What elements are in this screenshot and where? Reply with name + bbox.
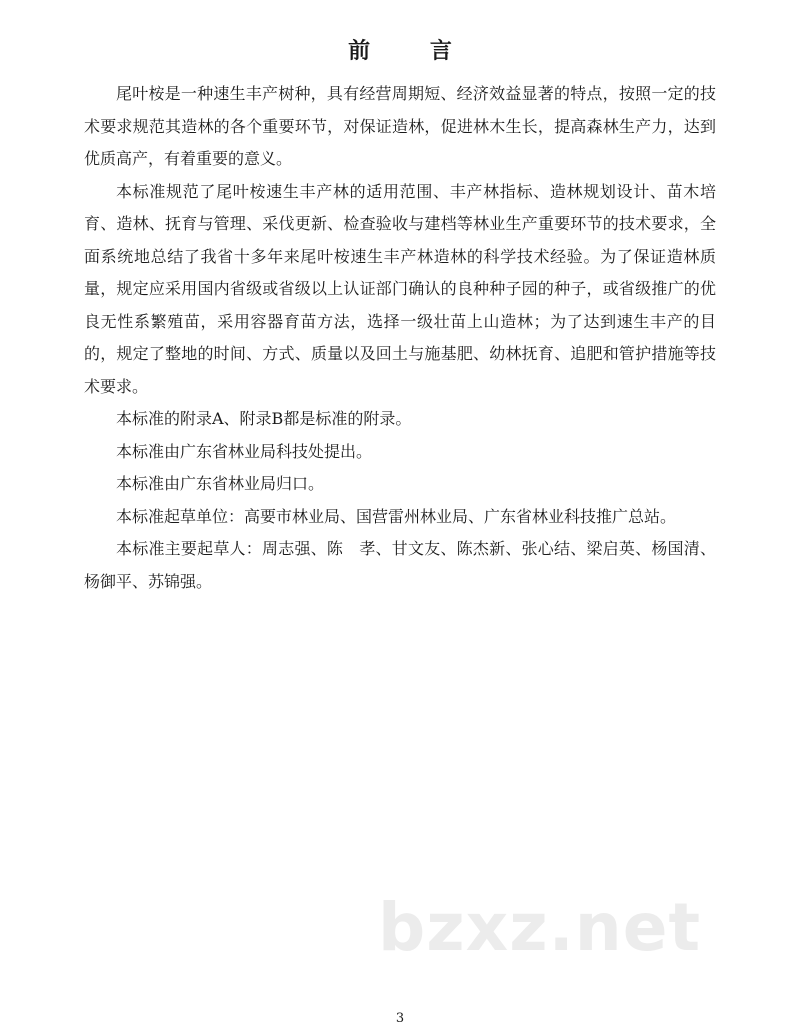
paragraph-scope: 本标准规范了尾叶桉速生丰产林的适用范围、丰产林指标、造林规划设计、苗木培育、造林、抚育与管理、采伐更新、检查验收与建档等林业生产重要环节的技术要求，全面系统地总结了我省十多年来尾叶桉速生丰产林造林的科学技术经验。为了保证造林质量，规定应采用国内省级或省级以上认证部门确认的良种种子园的种子，或省级推广的优良无性系繁殖苗，采用容器育苗方法，选择一级壮苗上山造林；为了达到速生丰产的目的，规定了整地的时间、方式、质量以及回土与施基肥、幼林抚育、追肥和管护措施等技术要求。 [84, 181, 716, 396]
paragraph-intro: 尾叶桉是一种速生丰产树种，具有经营周期短、经济效益显著的特点，按照一定的技术要求规范其造林的各个重要环节，对保证造林，促进林木生长，提高森林生产力，达到优质高产，有着重要的意义。 [84, 84, 716, 168]
page-title: 前 言 [348, 38, 478, 64]
paragraph-drafters: 本标准主要起草人：周志强、陈 孝、甘文友、陈杰新、张心结、梁启英、杨国清、杨御平、苏锦强。 [84, 539, 716, 591]
paragraph-drafting-units: 本标准起草单位：高要市林业局、国营雷州林业局、广东省林业科技推广总站。 [116, 506, 677, 526]
document-body [84, 78, 716, 598]
watermark: bzxz.net [378, 889, 702, 966]
paragraph-administrator: 本标准由广东省林业局归口。 [116, 474, 325, 493]
paragraph-proposer: 本标准由广东省林业局科技处提出。 [116, 441, 373, 461]
paragraph-appendix: 本标准的附录A、附录B都是标准的附录。 [116, 409, 412, 428]
page-number: 3 [395, 1011, 405, 1026]
